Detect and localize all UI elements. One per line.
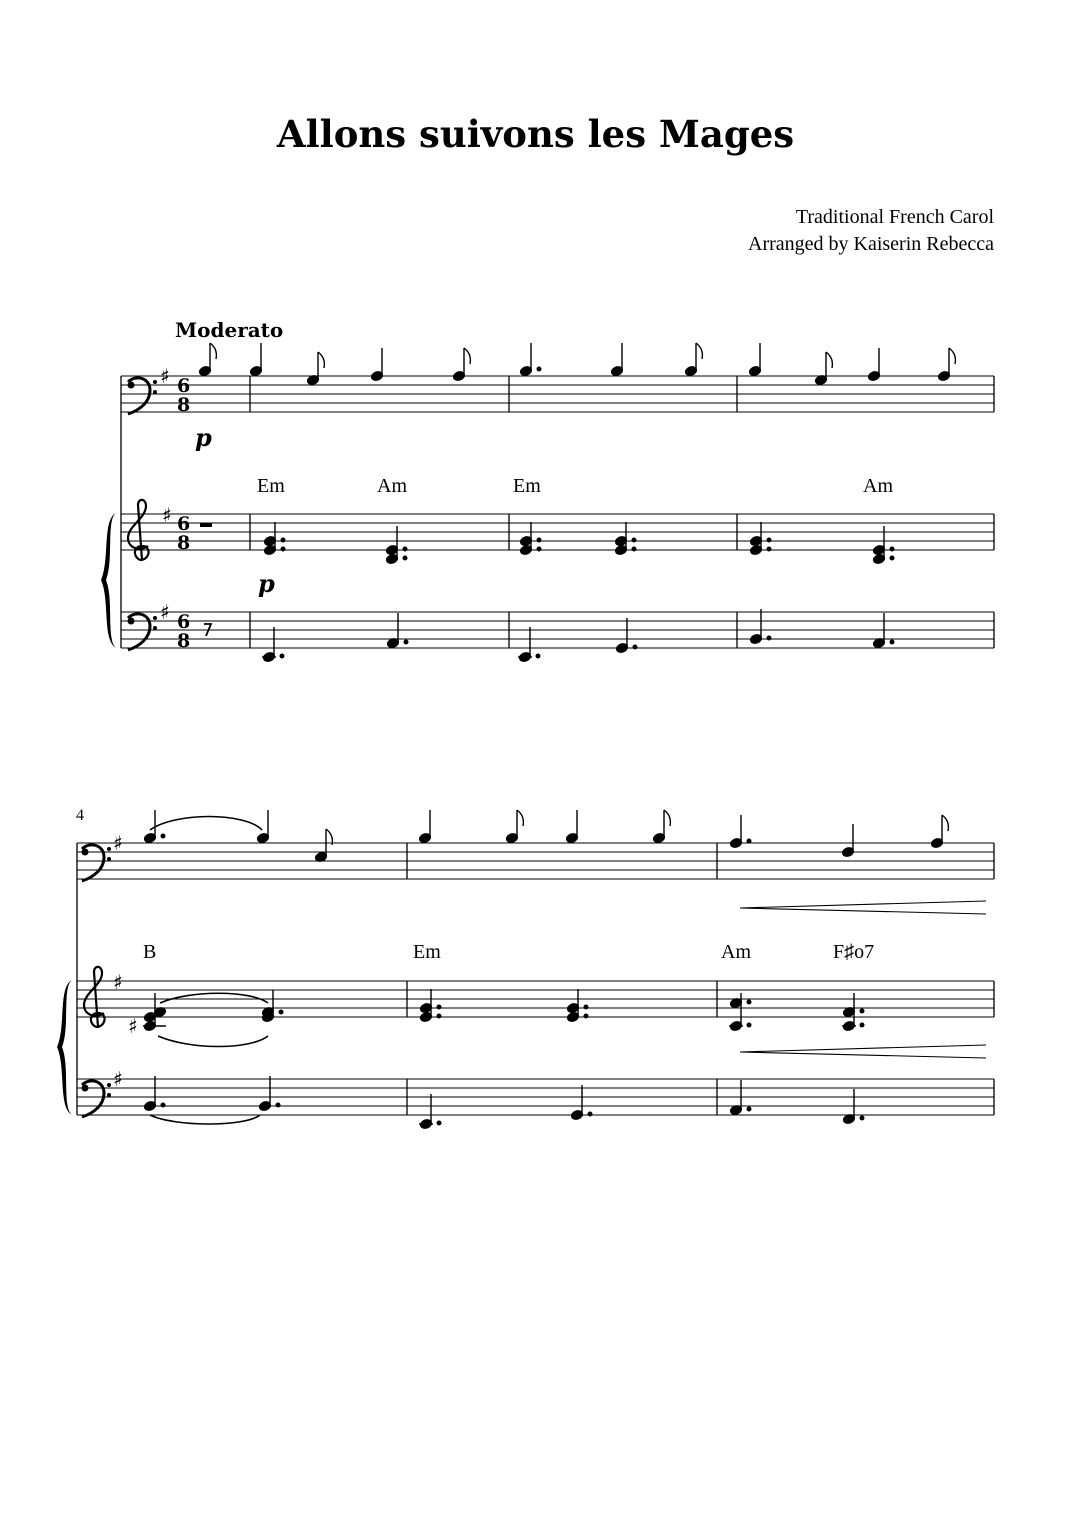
piano-bass-staff [77, 1079, 994, 1115]
time-signature-numerator: 6 [177, 611, 191, 633]
solo-staff [77, 843, 994, 879]
crescendo-hairpin-icon [740, 1045, 986, 1058]
chord-symbol: F♯o7 [833, 941, 875, 963]
chord-symbol: Em [413, 941, 441, 963]
tempo-marking: Moderato [175, 318, 284, 342]
sharp-icon: ♯ [160, 364, 170, 388]
tie [150, 817, 262, 831]
measure-number: 4 [76, 807, 84, 824]
crescendo-hairpin-icon [740, 901, 986, 914]
time-signature-denominator: 8 [177, 394, 191, 416]
dynamic-piano: p [258, 569, 275, 598]
brace-icon [101, 513, 116, 648]
chord-symbol: Am [721, 941, 751, 963]
time-signature-numerator: 6 [177, 375, 191, 397]
dynamic-solo: p [195, 423, 212, 452]
piano-bass-notes [143, 1076, 863, 1130]
piano-treble-chords [128, 989, 864, 1047]
arranger-credit: Arranged by Kaiserin Rebecca [748, 233, 994, 255]
sharp-icon: ♯ [113, 831, 123, 855]
sharp-icon: ♯ [113, 1067, 123, 1091]
system-2 [57, 807, 994, 1130]
treble-clef-icon [128, 500, 149, 560]
solo-notes [198, 343, 955, 386]
tie [158, 1036, 268, 1047]
piano-treble-chords [263, 522, 893, 565]
tie [150, 1115, 260, 1124]
composer-credit: Traditional French Carol [795, 206, 994, 228]
bass-clef-icon [128, 378, 158, 414]
page-title: Allons suivons les Mages [276, 112, 795, 156]
chord-symbol: Em [257, 475, 285, 497]
sharp-icon: ♯ [113, 970, 123, 994]
bass-clef-icon [82, 1081, 112, 1117]
chord-symbol: Am [863, 475, 893, 497]
sharp-icon: ♯ [160, 600, 170, 624]
time-signature-numerator: 6 [177, 513, 191, 535]
system-1 [101, 318, 994, 663]
piano-bass-staff [121, 612, 994, 648]
sharp-icon: ♯ [162, 503, 172, 527]
solo-staff [121, 376, 994, 412]
half-rest-icon [200, 523, 212, 527]
bass-clef-icon [82, 845, 112, 881]
chord-symbol: Em [513, 475, 541, 497]
chord-symbol: Am [377, 475, 407, 497]
time-signature-denominator: 8 [177, 532, 191, 554]
brace-icon [57, 980, 72, 1115]
piano-bass-notes [262, 609, 894, 663]
piano-treble-staff [77, 981, 994, 1017]
sharp-icon: ♯ [128, 1014, 138, 1038]
tie [160, 993, 268, 1003]
bass-clef-icon [128, 614, 158, 650]
time-signature-denominator: 8 [177, 630, 191, 652]
chord-symbol: B [143, 941, 157, 963]
treble-clef-icon [84, 967, 105, 1027]
solo-notes [143, 810, 948, 863]
piano-treble-staff [121, 514, 994, 550]
